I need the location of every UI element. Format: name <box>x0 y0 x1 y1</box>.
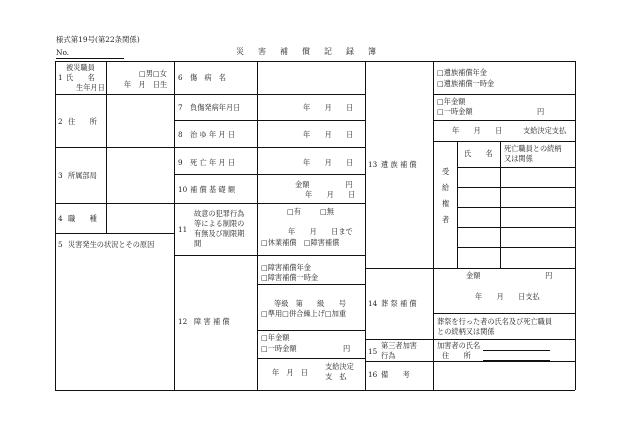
row1-label-b: 氏 名 <box>66 73 95 82</box>
incident-circumstances-label: 災害発生の状況とその原因 <box>68 240 155 249</box>
perpetrator-address-underline[interactable] <box>483 360 550 361</box>
funeral-performer-note-a: 葬祭を行った者の氏名及び死亡職員 <box>437 317 553 326</box>
recipient-label: 受給権者 <box>442 167 450 224</box>
survivor-pension-checkbox[interactable]: □遺族補償年金 <box>437 68 487 77</box>
disability-annual-amount-checkbox[interactable]: □年金額 <box>261 333 290 342</box>
row3-number: 3 <box>58 171 63 180</box>
disability-decision-label-b: 支 払 <box>325 372 347 381</box>
row14-number: 14 <box>368 299 378 308</box>
gender-checkboxes[interactable]: □男□女 <box>139 69 167 78</box>
survivor-compensation-label: 遺 族 補 償 <box>381 160 417 169</box>
disability-grade-field[interactable]: 等級 第 級 号 <box>274 299 346 308</box>
row6-number: 6 <box>178 73 183 82</box>
row15-number: 15 <box>368 347 378 356</box>
survivor-decision-date[interactable]: 年 月 日 <box>452 126 503 135</box>
recipient-name-header: 氏 名 <box>464 149 493 158</box>
record-number-underline <box>56 58 124 59</box>
disability-pension-checkbox[interactable]: □障害補償年金 <box>261 263 311 272</box>
restriction-label-line3: 有無及び制限期 <box>194 229 245 238</box>
restriction-label-line1: 故意の犯罪行為 <box>194 209 245 218</box>
disability-lump-checkbox[interactable]: □障害補償一時金 <box>261 273 319 282</box>
address-label: 住 所 <box>68 117 97 126</box>
third-party-label-b: 行為 <box>381 351 396 360</box>
death-date-field[interactable]: 年 月 日 <box>303 158 354 167</box>
form-title: 災害補償記録簿 <box>236 47 390 56</box>
survivor-decision-label: 支給決定支払 <box>523 126 567 135</box>
restriction-yes-checkbox[interactable]: □有 <box>287 207 301 216</box>
perpetrator-address-label: 住 所 <box>442 351 471 360</box>
base-compensation-label: 補 償 基 礎 額 <box>190 185 236 194</box>
restriction-label-line2: 等による制限の <box>194 219 245 228</box>
birth-date-field[interactable]: 年 月 日生 <box>124 80 168 89</box>
recovery-date-field[interactable]: 年 月 日 <box>303 130 354 139</box>
onset-date-label: 負傷発病年月日 <box>190 103 241 112</box>
survivor-lump-amount-checkbox[interactable]: □一時金額 <box>437 107 473 116</box>
funeral-amount-field[interactable]: 金額 円 <box>466 271 553 280</box>
survivor-annual-amount-checkbox[interactable]: □年金額 <box>437 97 466 106</box>
row1-label-c: 生年月日 <box>76 83 105 92</box>
occupation-label: 職 種 <box>68 214 97 223</box>
row9-number: 9 <box>178 158 183 167</box>
row8-number: 8 <box>178 130 183 139</box>
row4-number: 4 <box>58 214 63 223</box>
disability-decision-date[interactable]: 年 月 日 <box>272 368 308 377</box>
perpetrator-name-underline[interactable] <box>483 350 550 351</box>
restriction-type-checkboxes[interactable]: □休業補償 □障害補償 <box>261 238 340 247</box>
remarks-label: 備 考 <box>381 370 410 379</box>
base-amount-field[interactable]: 金額 円 <box>295 180 353 189</box>
onset-date-field[interactable]: 年 月 日 <box>303 103 354 112</box>
recipient-relation-header-a: 死亡職員との続柄 <box>504 144 562 153</box>
record-number-label: No. <box>56 48 70 57</box>
restriction-label-line4: 間 <box>194 239 202 248</box>
row16-number: 16 <box>368 370 378 379</box>
row13-number: 13 <box>368 160 378 169</box>
row10-number: 10 <box>178 185 188 194</box>
funeral-performer-note-b: との続柄又は関係 <box>437 327 495 336</box>
row7-number: 7 <box>178 103 183 112</box>
survivor-lump-checkbox[interactable]: □遺族補償一時金 <box>437 79 495 88</box>
department-label: 所属部局 <box>68 171 97 180</box>
disability-yen-unit: 円 <box>343 344 351 353</box>
form-number: 様式第19号(第22条関係) <box>56 35 140 44</box>
base-date-field[interactable]: 年 月 日 <box>305 190 356 199</box>
row5-number: 5 <box>58 240 63 249</box>
perpetrator-name-label: 加害者の氏名 <box>437 341 481 350</box>
recipient-relation-header-b: 又は関係 <box>504 154 533 163</box>
row1-label-a: 被災職員 <box>66 63 95 72</box>
recovery-date-label: 治 ゆ 年 月 日 <box>190 130 236 139</box>
funeral-pay-date-field[interactable]: 年 月 日支払 <box>475 292 540 301</box>
disability-lump-amount-checkbox[interactable]: □一時金額 <box>261 344 297 353</box>
disability-compensation-label: 障 害 補 償 <box>194 317 230 326</box>
restriction-no-checkbox[interactable]: □無 <box>320 207 334 216</box>
row12-number: 12 <box>178 317 188 326</box>
restriction-until-field[interactable]: 年 月 日まで <box>288 227 353 236</box>
disability-decision-label-a: 支給決定 <box>325 362 354 371</box>
funeral-compensation-label: 葬 祭 補 償 <box>381 299 417 308</box>
disability-options-checkboxes[interactable]: □準用□併合繰上げ□加重 <box>261 309 347 318</box>
row11-number: 11 <box>178 225 188 234</box>
survivor-yen-unit: 円 <box>537 107 545 116</box>
death-date-label: 死 亡 年 月 日 <box>190 158 236 167</box>
injury-name-label: 傷 病 名 <box>190 73 226 82</box>
row2-number: 2 <box>58 117 63 126</box>
row1-number: 1 <box>58 73 63 82</box>
third-party-label-a: 第三者加害 <box>381 341 417 350</box>
